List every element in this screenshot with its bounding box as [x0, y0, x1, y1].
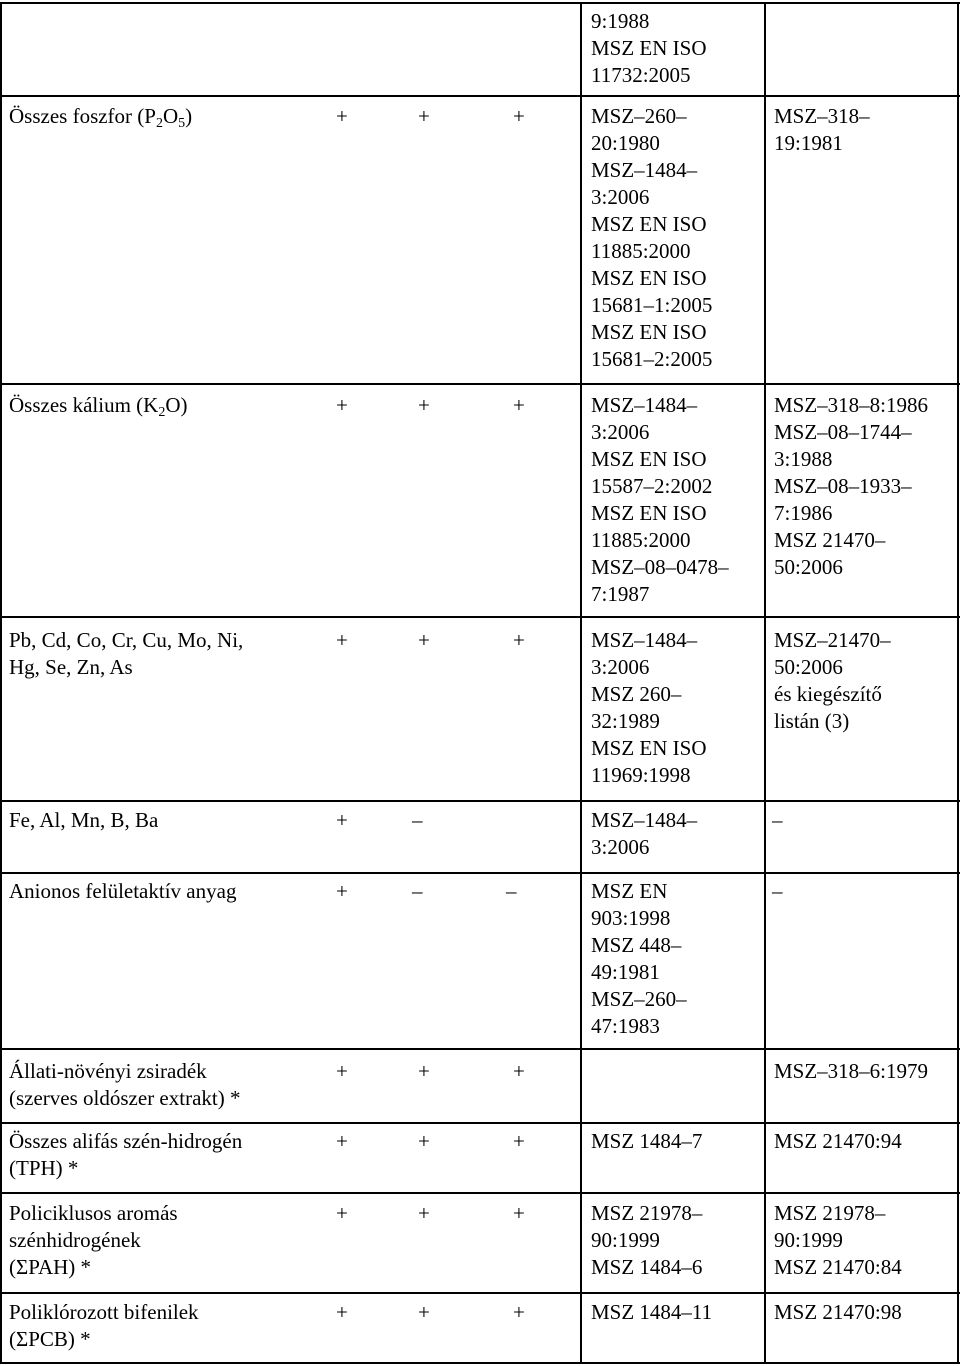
parameter-name: Összes alifás szén-hidrogén (TPH) * — [9, 1129, 243, 1180]
mark-3: + — [513, 104, 525, 128]
standard-cell: MSZ–318–8:1986 MSZ–08–1744– 3:1988 MSZ–08–1933– 7:1986 MSZ 21470– 50:2006 — [774, 393, 929, 579]
column-divider — [580, 2, 582, 1364]
mark-1: + — [336, 1300, 348, 1324]
row-divider — [0, 872, 960, 874]
row-divider — [0, 1292, 960, 1294]
method-cell: MSZ–1484– 3:2006 MSZ 260– 32:1989 MSZ EN ISO 11969:1998 — [591, 628, 707, 787]
parameter-name: Pb, Cd, Co, Cr, Cu, Mo, Ni, Hg, Se, Zn, As — [9, 628, 244, 679]
method-cell: MSZ 1484–7 — [591, 1129, 703, 1153]
mark-1: + — [336, 1201, 348, 1225]
mark-3: + — [513, 1129, 525, 1153]
mark-2: + — [418, 1201, 430, 1225]
parameter-name: Összes foszfor $(P_2O_5)$ — [9, 104, 193, 131]
mark-2: + — [418, 1059, 430, 1083]
row-divider — [0, 800, 960, 802]
mark-1: + — [336, 104, 348, 128]
mark-3: + — [513, 1201, 525, 1225]
mark-3: + — [513, 628, 525, 652]
method-cell: MSZ 21978– 90:1999 MSZ 1484–6 — [591, 1201, 703, 1279]
parameter-name: Policiklusos aromás szénhidrogének (ΣPAH) * — [9, 1201, 178, 1279]
method-cell: MSZ–1484– 3:2006 MSZ EN ISO 15587–2:2002 MSZ EN ISO 11885:2000 MSZ–08–0478– 7:1987 — [591, 393, 729, 606]
mark-2: + — [418, 628, 430, 652]
mark-3: + — [513, 1059, 525, 1083]
table-border-right — [957, 2, 959, 1364]
standard-cell: MSZ–318– 19:1981 — [774, 104, 870, 155]
mark-2: – — [412, 879, 423, 903]
mark-2: + — [418, 104, 430, 128]
row-divider — [0, 1122, 960, 1124]
parameter-name: Összes kálium $(K_2O)$ — [9, 393, 188, 420]
row-divider — [0, 1192, 960, 1194]
method-cell: MSZ EN 903:1998 MSZ 448– 49:1981 MSZ–260– 47:1983 — [591, 879, 687, 1038]
standard-cell: MSZ 21978– 90:1999 MSZ 21470:84 — [774, 1201, 902, 1279]
row-divider — [0, 383, 960, 385]
mark-3: + — [513, 393, 525, 417]
standard-cell: – — [772, 808, 783, 832]
standard-cell: MSZ–318–6:1979 — [774, 1059, 929, 1083]
table-border-left — [0, 2, 2, 1364]
mark-2: + — [418, 1300, 430, 1324]
mark-1: + — [336, 628, 348, 652]
method-cell: MSZ–260– 20:1980 MSZ–1484– 3:2006 MSZ EN ISO 11885:2000 MSZ EN ISO 15681–1:2005 MSZ EN ISO 15681–2:2005 — [591, 104, 713, 371]
parameter-name: Állati-növényi zsiradék (szerves oldószer extrakt) * — [9, 1059, 241, 1110]
parameter-name: Fe, Al, Mn, B, Ba — [9, 808, 159, 832]
method-cell: 9:1988 MSZ EN ISO 11732:2005 — [591, 9, 707, 87]
method-cell: MSZ 1484–11 — [591, 1300, 713, 1324]
method-cell: MSZ–1484– 3:2006 — [591, 808, 698, 859]
parameter-name: Anionos felületaktív anyag — [9, 879, 237, 903]
mark-2: + — [418, 393, 430, 417]
mark-1: + — [336, 393, 348, 417]
standard-cell: MSZ–21470– 50:2006 és kiegészítő listán (3) — [774, 628, 891, 733]
mark-1: + — [336, 1129, 348, 1153]
standard-cell: – — [772, 879, 783, 903]
column-divider — [764, 2, 766, 1364]
standard-cell: MSZ 21470:94 — [774, 1129, 902, 1153]
mark-1: + — [336, 879, 348, 903]
mark-3: – — [506, 879, 517, 903]
mark-2: + — [418, 1129, 430, 1153]
mark-1: + — [336, 1059, 348, 1083]
row-divider — [0, 95, 960, 97]
table-border-top — [0, 2, 960, 4]
mark-1: + — [336, 808, 348, 832]
table-border-bottom — [0, 1362, 960, 1364]
row-divider — [0, 1048, 960, 1050]
row-divider — [0, 616, 960, 618]
parameter-name: Poliklórozott bifenilek (ΣPCB) * — [9, 1300, 199, 1351]
mark-3: + — [513, 1300, 525, 1324]
mark-2: – — [412, 808, 423, 832]
standard-cell: MSZ 21470:98 — [774, 1300, 902, 1324]
